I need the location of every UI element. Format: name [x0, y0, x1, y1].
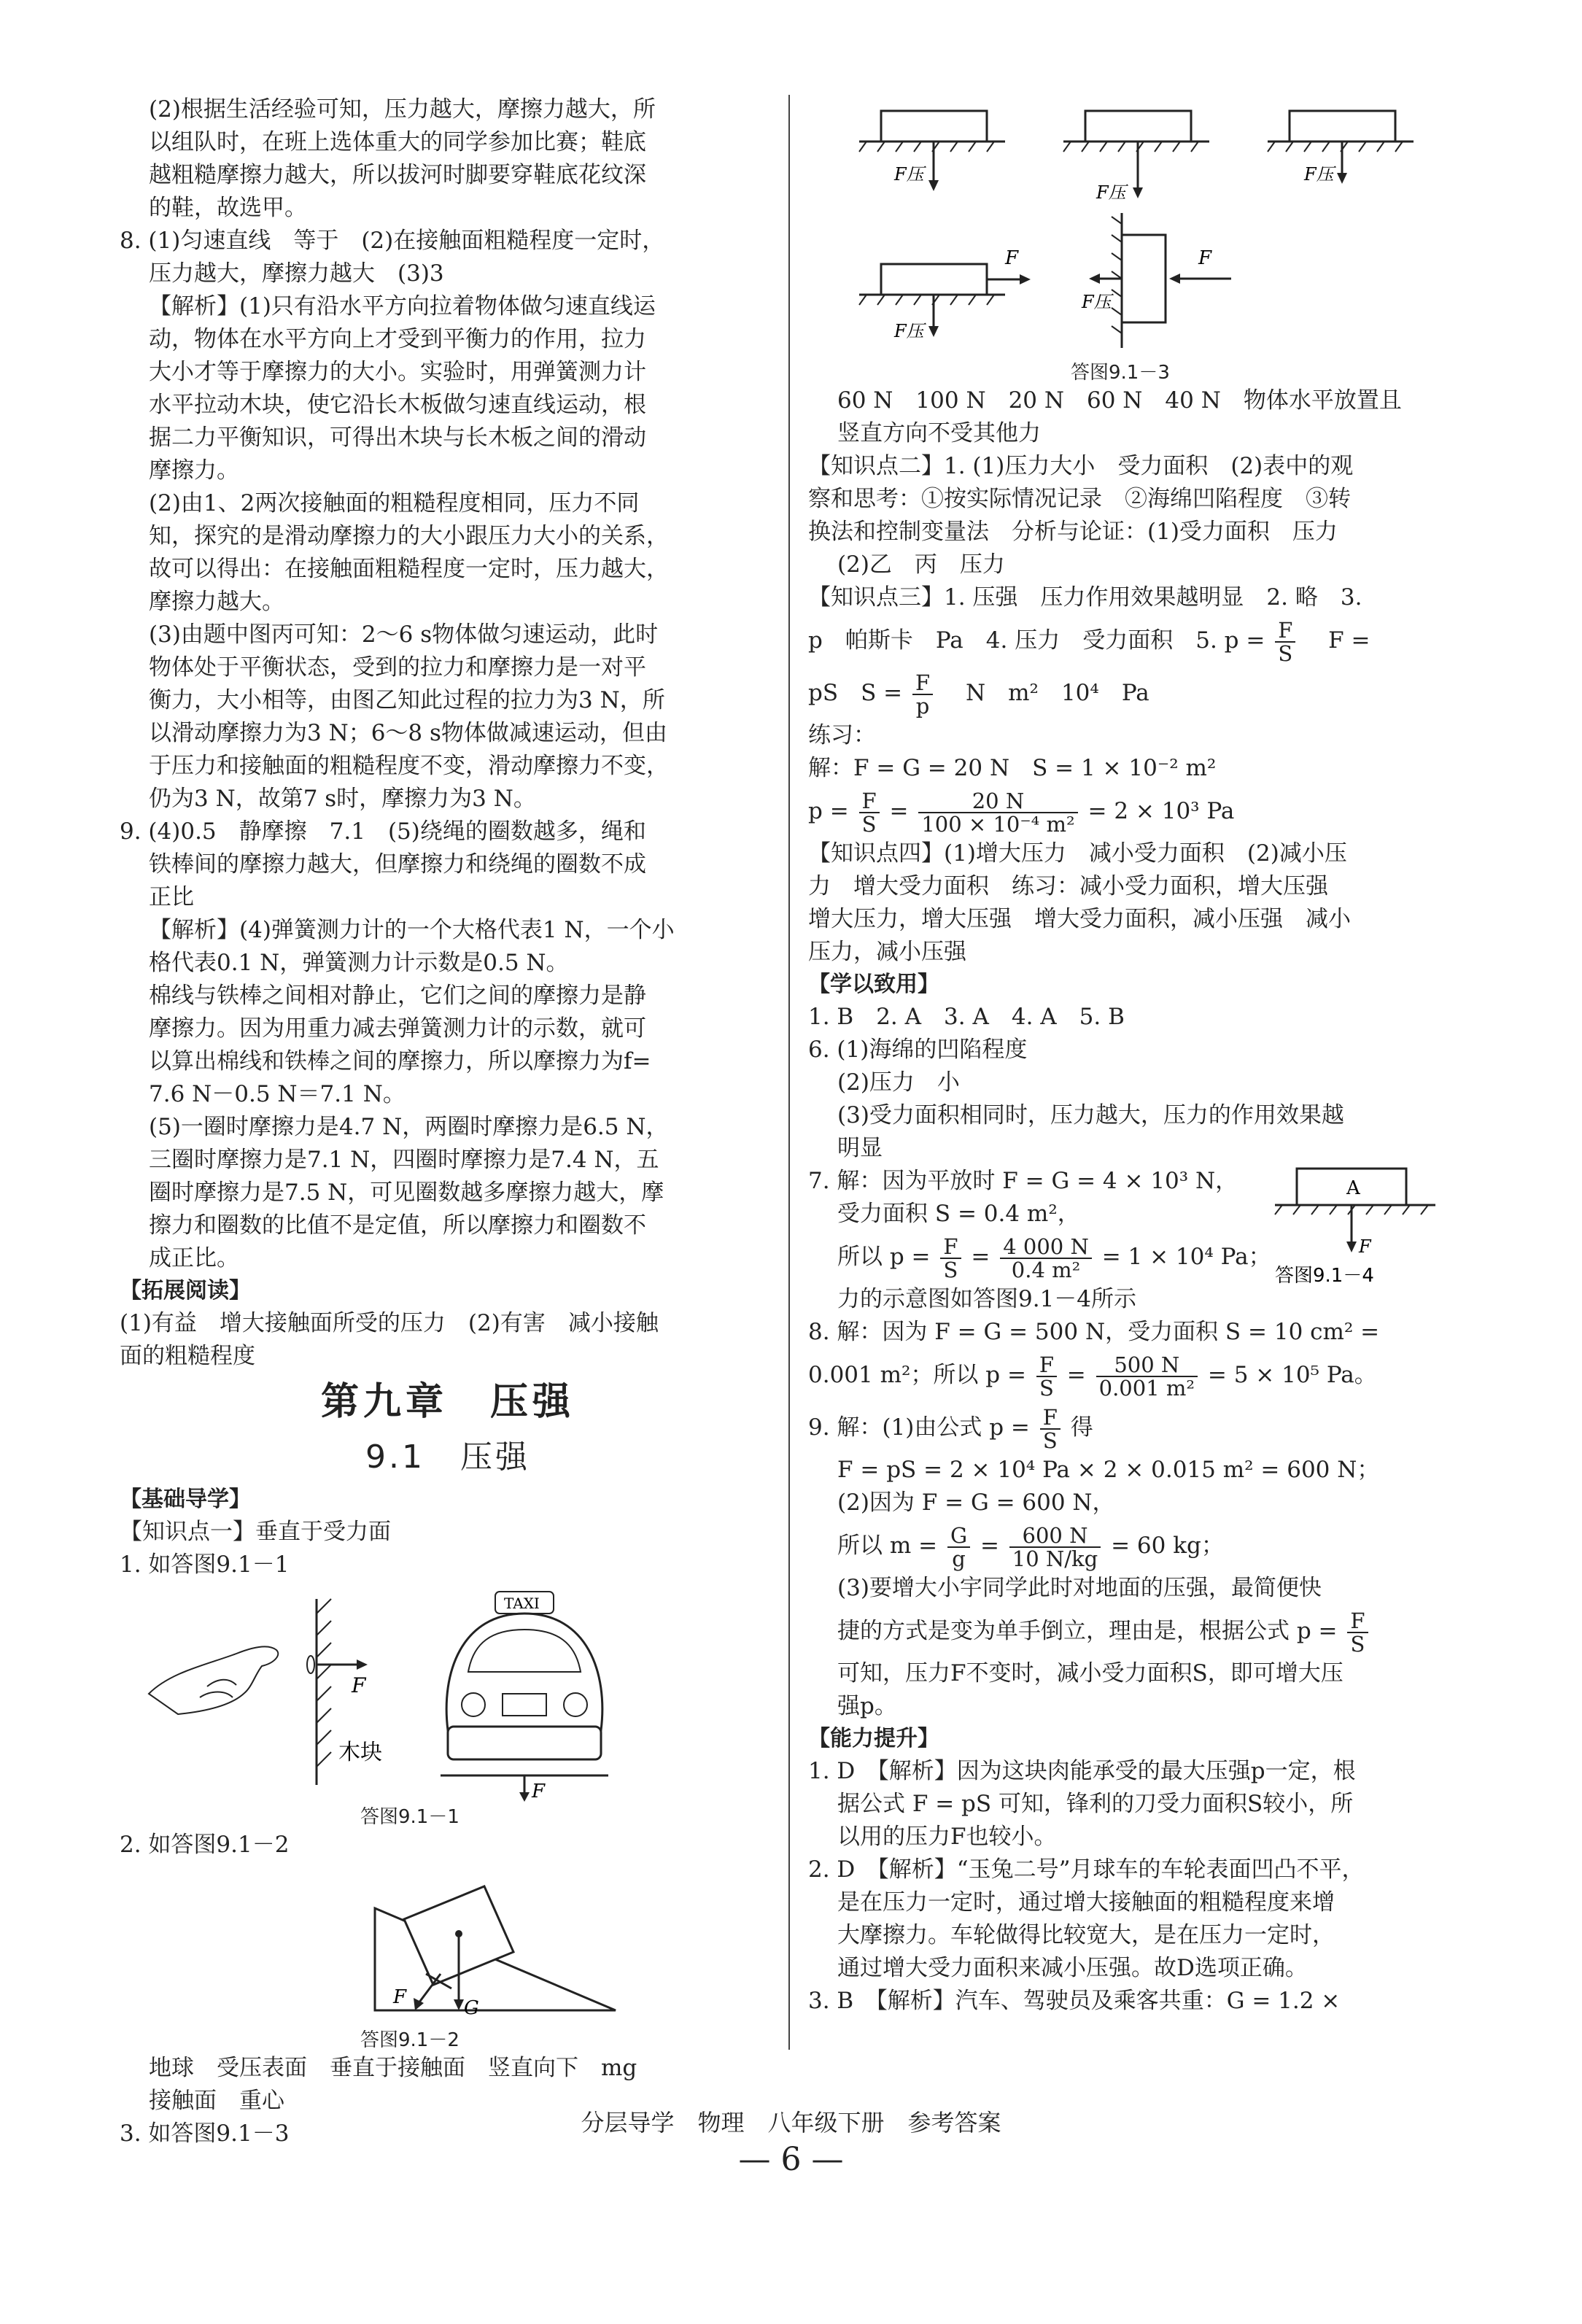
text-line: 于压力和接触面的粗糙程度不变，滑动摩擦力不变， — [149, 753, 669, 779]
section-heading-xueyi: 【学以致用】 — [808, 972, 939, 997]
text-line: 增大压力，增大压强 增大受力面积，减小压强 减小 — [808, 906, 1351, 932]
text-line: 力的示意图如答图9.1－4所示 — [837, 1286, 1137, 1312]
text-line: 物体处于平衡状态，受到的拉力和摩擦力是一对平 — [149, 654, 646, 681]
text-line: 衡力，大小相等，由图乙知此过程的拉力为3 N，所 — [149, 687, 665, 713]
text-line: 正比 — [149, 884, 194, 910]
wood-label: 木块 — [338, 1740, 382, 1765]
text-line: 2. D 【解析】“玉兔二号”月球车的车轮表面凹凸不平， — [808, 1856, 1365, 1883]
text-line: 接触面 重心 — [149, 2088, 284, 2114]
force-label-f: F — [1005, 247, 1019, 269]
force-label-f: F — [352, 1673, 366, 1697]
hand-drawing — [149, 1646, 278, 1714]
text-line: 以组队时，在班上选体重大的同学参加比赛；鞋底 — [149, 129, 646, 155]
fraction-f-over-s: $\frac{F}{S}$ — [1275, 619, 1295, 665]
question-8: 8. 解：因为 F = G = 500 N，受力面积 S = 10 cm² = — [808, 1319, 1380, 1345]
formula-line — [808, 667, 1465, 719]
text-line: 知，探究的是滑动摩擦力的大小跟压力大小的关系， — [149, 523, 669, 549]
page-footer: 分层导学 物理 八年级下册 参考答案 — [581, 2109, 1001, 2137]
knowledge-point-3: 【知识点三】1. 压强 压力作用效果越明显 2. 略 3. — [808, 584, 1362, 611]
text-line: 以算出棉线和铁棒之间的摩擦力，所以摩擦力为f= — [149, 1048, 651, 1074]
left-column — [120, 93, 776, 2150]
force-label-f2: F — [532, 1781, 546, 1802]
text-line: 铁棒间的摩擦力越大，但摩擦力和绕绳的圈数不成 — [149, 851, 646, 878]
text-line: (3)由题中图丙可知：2～6 s物体做匀速运动，此时 — [149, 621, 659, 648]
formula-line: 所以 m = $\frac{G}{g}$ = $\frac{600 N}{10 N/kg}$ = 60 kg； — [837, 1522, 1224, 1571]
svg-text:F: F — [1359, 1236, 1371, 1257]
text-line: (2)根据生活经验可知，压力越大，摩擦力越大，所 — [149, 96, 656, 123]
text-line: 察和思考：①按实际情况记录 ②海绵凹陷程度 ③转 — [808, 486, 1351, 512]
text-line: 棉线与铁棒之间相对静止，它们之间的摩擦力是静 — [149, 983, 646, 1009]
text-line: 受力面积 S = 0.4 m²， — [837, 1201, 1080, 1227]
figure-9-1-2-caption: 答图9.1－2 — [360, 2029, 460, 2051]
text-line: 【解析】(1)只有沿水平方向拉着物体做匀速直线运 — [149, 293, 656, 319]
figure-9-1-3-caption: 答图9.1－3 — [1071, 362, 1170, 384]
text-line: 据公式 F = pS 可知，锋利的刀受力面积S较小，所 — [837, 1791, 1354, 1817]
text-line: (3)要增大小宇同学此时对地面的压强，最简便快 — [837, 1575, 1322, 1601]
force-label-fpress: F压 — [894, 164, 924, 185]
text-line: (2)压力 小 — [837, 1069, 960, 1096]
text-line: (2)乙 丙 压力 — [837, 551, 1005, 578]
text-line: 8. (1)匀速直线 等于 (2)在接触面粗糙程度一定时， — [120, 228, 665, 254]
text-line: 压力，减小压强 — [808, 939, 966, 965]
figure-9-1-4-caption: 答图9.1－4 — [1275, 1265, 1374, 1287]
force-label-fpress: F压 — [1096, 182, 1126, 203]
text-line: 摩擦力越大。 — [149, 589, 284, 615]
formula-line — [808, 614, 1465, 667]
text: F = — [1328, 627, 1370, 654]
formula-line: 0.001 m²；所以 p = $\frac{F}{S}$ = $\frac{500 N}{\text{0.001 m²}}$ = 5 × 10⁵ Pa。 — [808, 1352, 1377, 1401]
text-line: 60 N 100 N 20 N 60 N 40 N 物体水平放置且 — [837, 387, 1402, 414]
text-line: 地球 受压表面 垂直于接触面 竖直向下 mg — [149, 2055, 637, 2081]
text: pS S = — [808, 680, 903, 706]
text-line: F = pS = 2 × 10⁴ Pa × 2 × 0.015 m² = 600 N； — [837, 1457, 1380, 1483]
text-line: 【解析】(4)弹簧测力计的一个大格代表1 N，一个小 — [149, 917, 675, 943]
text-line: (3)受力面积相同时，压力越大，压力的作用效果越 — [837, 1102, 1344, 1128]
section-heading-tuozhan: 【拓展阅读】 — [120, 1278, 251, 1304]
text-line: 1. D 【解析】因为这块肉能承受的最大压强p一定，根 — [808, 1758, 1356, 1784]
section-heading-jichu: 【基础导学】 — [120, 1487, 251, 1512]
formula-line: p = $\frac{F}{S}$ = $\frac{20 N}{\text{100 × 10⁻⁴ m²}}$ = 2 × 10³ Pa — [808, 788, 1235, 837]
text-line: 摩擦力。 — [149, 457, 239, 484]
text-line: 格代表0.1 N，弹簧测力计示数是0.5 N。 — [149, 950, 569, 976]
text-line: 以用的压力F也较小。 — [837, 1824, 1057, 1850]
text-line: 换法和控制变量法 分析与论证：(1)受力面积 压力 — [808, 519, 1338, 545]
taxi-sign: TAXI — [504, 1595, 540, 1612]
force-label-fpress: F压 — [1304, 164, 1334, 185]
text-line: 竖直方向不受其他力 — [837, 420, 1041, 446]
page-number: — 6 — — [738, 2141, 844, 2178]
practice-solution: 解：F = G = 20 N S = 1 × 10⁻² m² — [808, 755, 1217, 781]
text-line: 动，物体在水平方向上才受到平衡力的作用，拉力 — [149, 326, 646, 352]
text-line: 面的粗糙程度 — [120, 1343, 255, 1369]
text: N m² 10⁴ Pa — [966, 680, 1149, 706]
text-line: 明显 — [837, 1135, 883, 1161]
force-label-f3: F — [393, 1986, 407, 2008]
text-line: 大小才等于摩擦力的大小。实验时，用弹簧测力计 — [149, 359, 646, 385]
figure-9-1-1 — [120, 1584, 776, 1803]
question-9: 9. 解：(1)由公式 p = $\frac{F}{S}$ 得 — [808, 1404, 1093, 1453]
text-line: 成正比。 — [149, 1245, 239, 1271]
figure-9-1-3 — [808, 96, 1465, 359]
text-line: 1. B 2. A 3. A 4. A 5. B — [808, 1004, 1125, 1030]
fraction-f-over-p: $\frac{F}{p}$ — [912, 672, 933, 717]
knowledge-point-2: 【知识点二】1. (1)压力大小 受力面积 (2)表中的观 — [808, 453, 1354, 479]
chapter-title: 第九章 压强 — [320, 1380, 575, 1424]
text-line: 7. 解：因为平放时 F = G = 4 × 10³ N， — [808, 1168, 1238, 1194]
figure-9-1-4 — [1260, 1165, 1450, 1296]
force-label-g: G — [464, 1997, 479, 2019]
text-line: 6. (1)海绵的凹陷程度 — [808, 1037, 1028, 1063]
text-line: (5)一圈时摩擦力是4.7 N，两圈时摩擦力是6.5 N， — [149, 1114, 669, 1140]
knowledge-point-4: 【知识点四】(1)增大压力 减小受力面积 (2)减小压 — [808, 840, 1347, 867]
text-line: (1)有益 增大接触面所受的压力 (2)有害 减小接触 — [120, 1310, 659, 1336]
text-line: 强p。 — [837, 1693, 897, 1719]
text-line: 通过增大受力面积来减小压强。故D选项正确。 — [837, 1955, 1308, 1981]
text-line: 越粗糙摩擦力越大，所以拔河时脚要穿鞋底花纹深 — [149, 162, 646, 188]
figure-9-1-1-caption: 答图9.1－1 — [360, 1806, 460, 1828]
right-column — [808, 93, 1465, 2018]
force-label-fpress: F压 — [1082, 292, 1112, 312]
section-title: 9.1 压强 — [365, 1438, 530, 1476]
text-line: 压力越大，摩擦力越大 (3)3 — [149, 260, 444, 287]
text-line: 的鞋，故选甲。 — [149, 195, 307, 221]
text-line: 据二力平衡知识，可得出木块与长木板之间的滑动 — [149, 425, 646, 451]
text-line: 力 增大受力面积 练习：减小受力面积，增大压强 — [808, 873, 1328, 899]
question-3: 3. 如答图9.1－3 — [120, 2120, 290, 2147]
figure-9-1-2 — [120, 1864, 776, 2025]
force-label-f: F — [1198, 247, 1212, 269]
force-label-fpress: F压 — [894, 321, 924, 341]
text-line: 3. B 【解析】汽车、驾驶员及乘客共重：G = 1.2 × — [808, 1988, 1341, 2014]
practice-label: 练习： — [808, 722, 876, 748]
text-line: 可知，压力F不变时，减小受力面积S，即可增大压 — [837, 1660, 1343, 1686]
formula-line: 所以 p = $\frac{F}{S}$ = $\frac{4 000 N}{\text{0.4 m²}}$ = 1 × 10⁴ Pa； — [837, 1233, 1271, 1282]
formula-line: 捷的方式是变为单手倒立，理由是，根据公式 p = $\frac{F}{S}$ — [808, 1605, 1465, 1657]
question-2: 2. 如答图9.1－2 — [120, 1832, 290, 1858]
text-line: 圈时摩擦力是7.5 N，可见圈数越多摩擦力越大，摩 — [149, 1180, 664, 1206]
text-line: 擦力和圈数的比值不是定值，所以摩擦力和圈数不 — [149, 1212, 646, 1239]
text: p 帕斯卡 Pa 4. 压力 受力面积 5. p = — [808, 627, 1265, 654]
text-line: 7.6 N－0.5 N＝7.1 N。 — [149, 1081, 406, 1107]
text-line: 故可以得出：在接触面粗糙程度一定时，压力越大， — [149, 556, 669, 582]
text-line: 是在压力一定时，通过增大接触面的粗糙程度来增 — [837, 1889, 1335, 1916]
text-line: 三圈时摩擦力是7.1 N，四圈时摩擦力是7.4 N，五 — [149, 1147, 659, 1173]
text-line: 仍为3 N，故第7 s时，摩擦力为3 N。 — [149, 786, 536, 812]
text-line: 9. (4)0.5 静摩擦 7.1 (5)绕绳的圈数越多，绳和 — [120, 818, 646, 845]
fraction-pressure: $\frac{20 N}{\text{100 × 10⁻⁴ m²}}$ — [918, 790, 1077, 835]
block-label: A — [1346, 1177, 1360, 1199]
text-line: 大摩擦力。车轮做得比较宽大，是在压力一定时， — [837, 1922, 1335, 1948]
text-line: 摩擦力。因为用重力减去弹簧测力计的示数，就可 — [149, 1015, 646, 1042]
column-divider — [788, 95, 790, 2050]
text-line: 水平拉动木块，使它沿长木板做匀速直线运动，根 — [149, 392, 646, 418]
text-line: 以滑动摩擦力为3 N；6～8 s物体做减速运动，但由 — [149, 720, 667, 746]
text-line: (2)由1、2两次接触面的粗糙程度相同，压力不同 — [149, 490, 640, 516]
knowledge-point-1: 【知识点一】垂直于受力面 — [120, 1519, 391, 1545]
section-heading-nengli: 【能力提升】 — [808, 1726, 939, 1751]
text-line: (2)因为 F = G = 600 N， — [837, 1490, 1115, 1516]
question-1: 1. 如答图9.1－1 — [120, 1552, 290, 1578]
question-7 — [808, 1165, 1465, 1316]
